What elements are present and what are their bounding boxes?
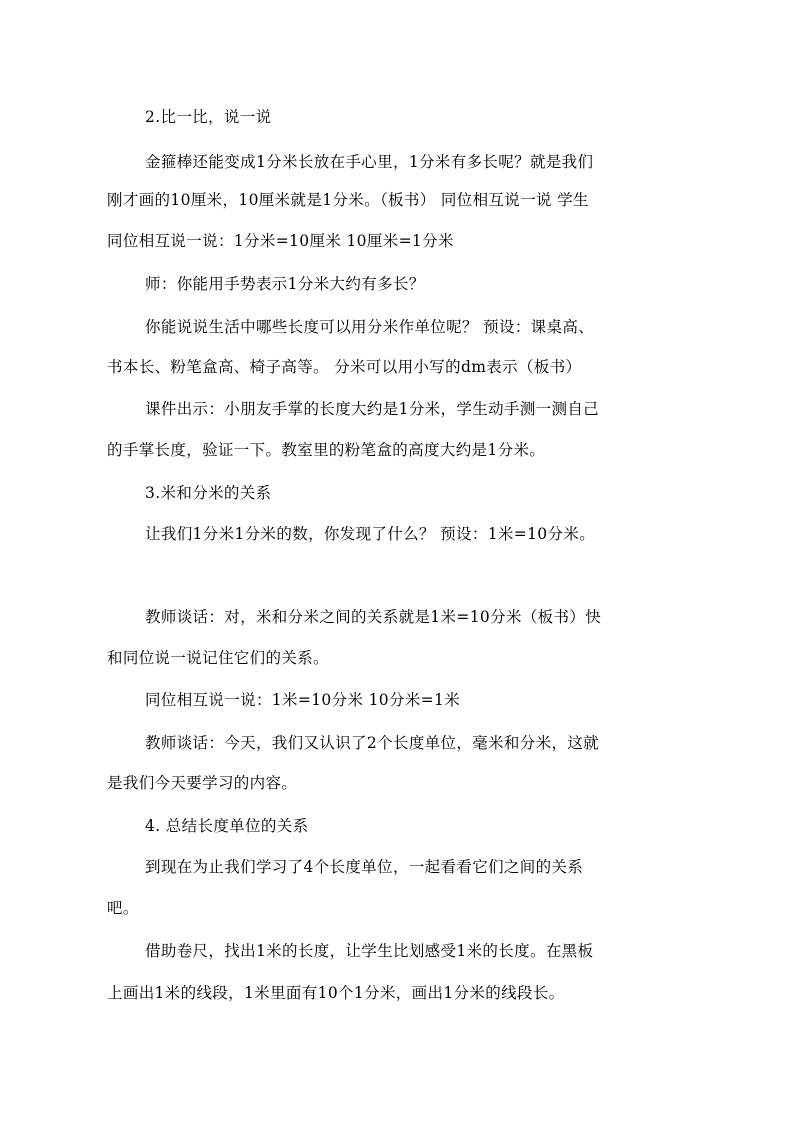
paragraph-line: 你能说说生活中哪些长度可以用分米作单位呢？ 预设：课桌高、 <box>145 318 595 336</box>
paragraph-line: 是我们今天要学习的内容。 <box>107 774 298 792</box>
paragraph-line: 书本长、粉笔盒高、椅子高等。 分米可以用小写的dm表示（板书） <box>107 358 582 376</box>
paragraph-line: 同位相互说一说：1分米=10厘米 10厘米=1分米 <box>107 232 454 250</box>
paragraph-line: 和同位说一说记住它们的关系。 <box>107 649 329 667</box>
paragraph-line: 到现在为止我们学习了4个长度单位，一起看看它们之间的关系 <box>145 858 584 876</box>
paragraph-line: 的手掌长度，验证一下。教室里的粉笔盒的高度大约是1分米。 <box>107 441 546 459</box>
paragraph-line: 上画出1米的线段，1米里面有10个1分米，画出1分米的线段长。 <box>107 984 565 1002</box>
paragraph-line: 同位相互说一说：1米=10分米 10分米=1米 <box>145 691 461 709</box>
paragraph-line: 课件出示：小朋友手掌的长度大约是1分米，学生动手测一测自己 <box>145 400 600 418</box>
heading-summary-length-units: 4. 总结长度单位的关系 <box>145 817 309 835</box>
paragraph-line: 让我们1分米1分米的数，你发现了什么？ 预设：1米=10分米。 <box>145 525 596 543</box>
paragraph-line: 吧。 <box>107 899 139 917</box>
paragraph-line: 刚才画的10厘米，10厘米就是1分米。（板书） 同位相互说一说 学生 <box>107 191 589 209</box>
heading-compare-and-say: 2.比一比，说一说 <box>145 108 272 126</box>
paragraph-line: 借助卷尺，找出1米的长度，让学生比划感受1米的长度。在黑板 <box>145 942 594 960</box>
paragraph-line: 金箍棒还能变成1分米长放在手心里，1分米有多长呢？就是我们 <box>145 153 594 171</box>
paragraph-line: 教师谈话：今天，我们又认识了2个长度单位，毫米和分米，这就 <box>145 734 600 752</box>
heading-meter-decimeter-relation: 3.米和分米的关系 <box>145 484 272 502</box>
paragraph-line: 师：你能用手势表示1分米大约有多长？ <box>145 275 425 293</box>
paragraph-line: 教师谈话：对，米和分米之间的关系就是1米=10分米（板书）快 <box>145 608 602 626</box>
